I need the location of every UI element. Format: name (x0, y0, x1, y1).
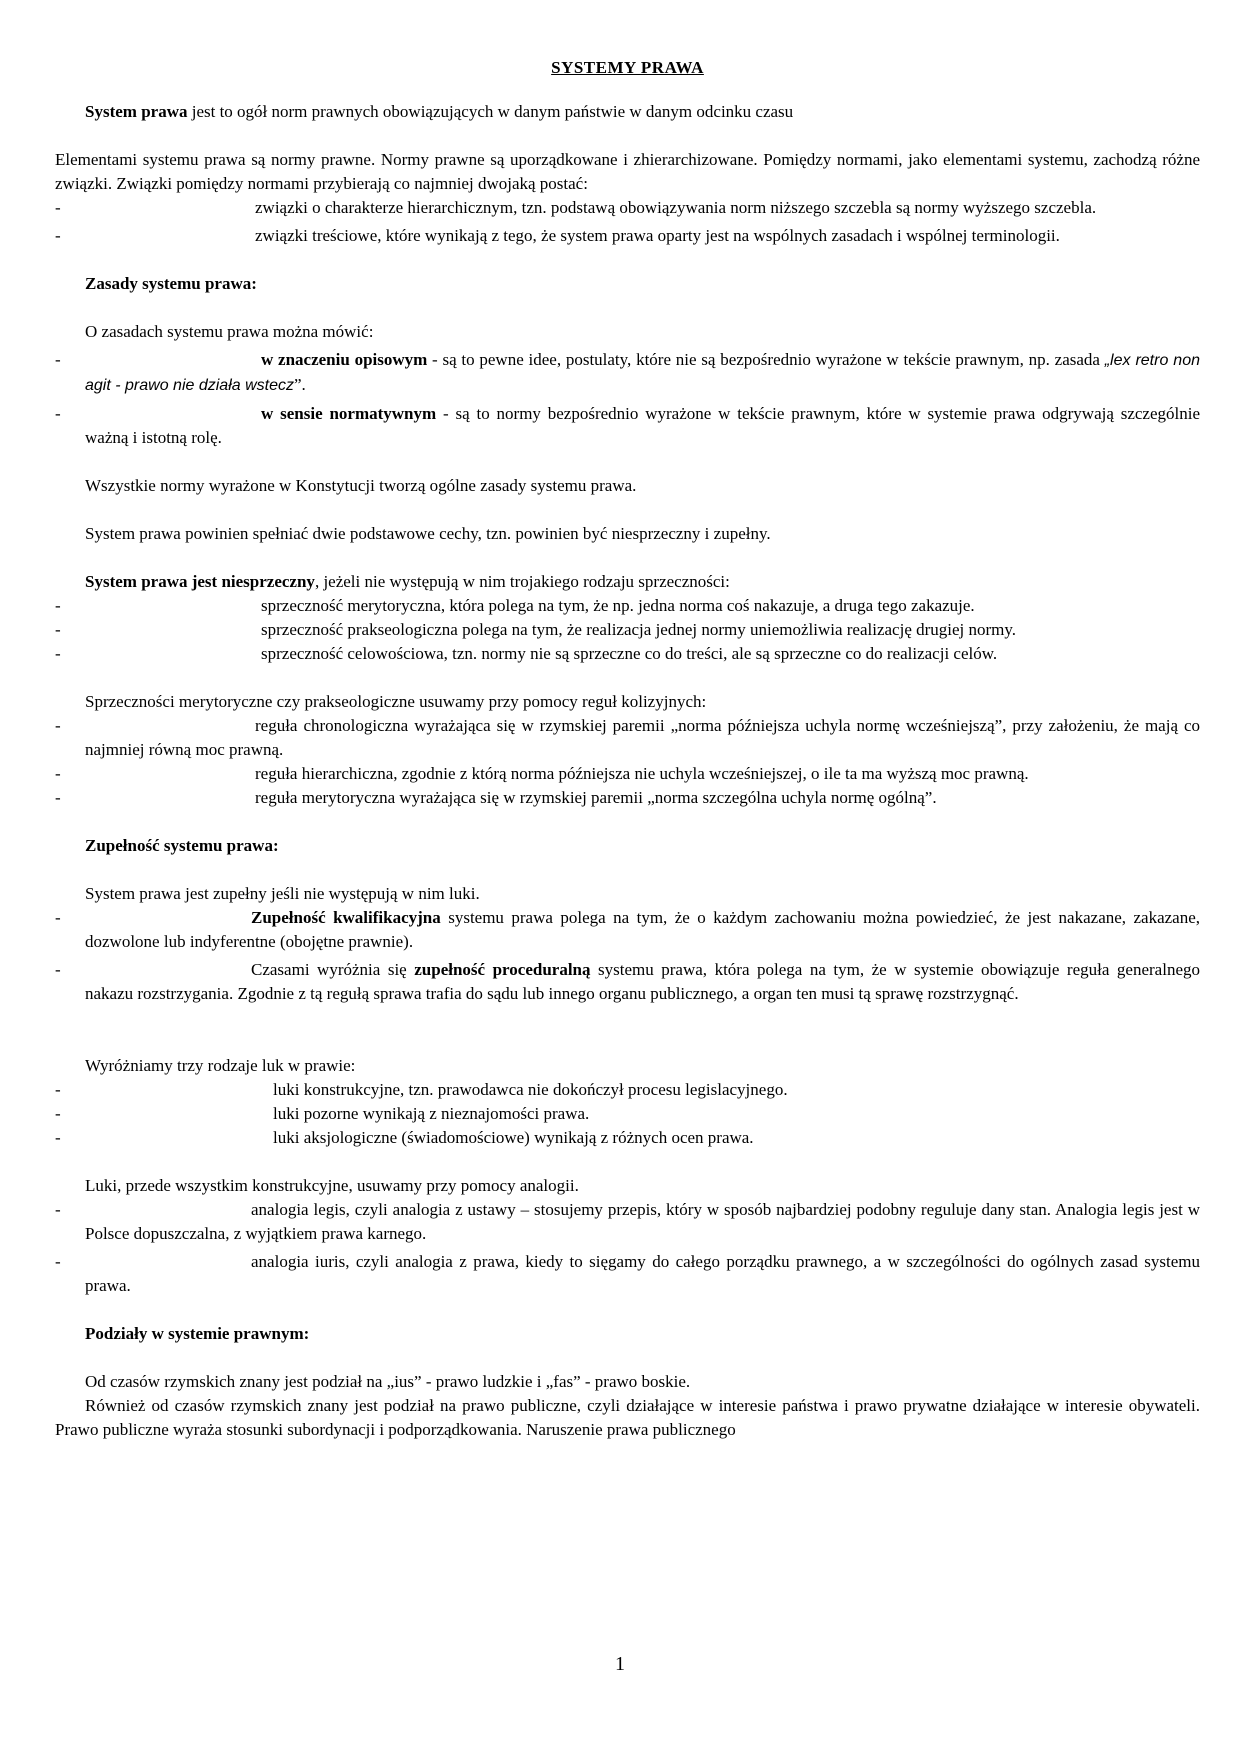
list-item: - sprzeczność celowościowa, tzn. normy nie są sprzeczne co do treści, ale są sprzeczne co do realizacji celów. (55, 644, 998, 663)
list-item: - sprzeczność merytoryczna, która polega na tym, że np. jedna norma coś nakazuje, a druga tego zakazuje. (55, 596, 975, 615)
list-item: - luki aksjologiczne (świadomościowe) wynikają z różnych ocen prawa. (55, 1128, 754, 1147)
list-item: - w znaczeniu opisowym - są to pewne idee, postulaty, które nie są bezpośrednio wyrażone w tekście prawnym, np. zasada „lex retro non agit - prawo nie działa wstecz”. (55, 350, 1200, 394)
page-content (55, 56, 1200, 1442)
page-title: SYSTEMY PRAWA (551, 58, 704, 77)
paragraph: System prawa powinien spełniać dwie podstawowe cechy, tzn. powinien być niesprzeczny i zupełny. (85, 524, 771, 543)
paragraph: Sprzeczności merytoryczne czy prakseologiczne usuwamy przy pomocy reguł kolizyjnych: (85, 692, 707, 711)
list-item: - analogia legis, czyli analogia z ustawy – stosujemy przepis, który w sposób najbardziej podobny reguluje dany stan. Analogia legis jest w Polsce dopuszczalna, z wyjątkiem prawa karnego. (55, 1200, 1200, 1243)
list-item: - reguła merytoryczna wyrażająca się w rzymskiej paremii „norma szczególna uchyla normę ogólną”. (55, 788, 937, 807)
section-heading: Podziały w systemie prawnym: (85, 1324, 310, 1343)
list-item: - Zupełność kwalifikacyjna systemu prawa polega na tym, że o każdym zachowaniu można powiedzieć, że jest nakazane, zakazane, dozwolone lub indyferentne (obojętne prawnie). (55, 908, 1201, 951)
list-item: - analogia iuris, czyli analogia z prawa, kiedy to sięgamy do całego porządku prawnego, a w szczególności do ogólnych zasad systemu prawa. (55, 1252, 1200, 1295)
section-heading: Zupełność systemu prawa: (85, 836, 279, 855)
list-item: - związki treściowe, które wynikają z tego, że system prawa oparty jest na wspólnych zasadach i wspólnej terminologii. (55, 226, 1060, 245)
section-heading: Zasady systemu prawa: (85, 274, 257, 293)
paragraph: System prawa jest zupełny jeśli nie występują w nim luki. (85, 884, 480, 903)
list-item: - luki pozorne wynikają z nieznajomości prawa. (55, 1104, 590, 1123)
definition-paragraph: System prawa jest to ogół norm prawnych obowiązujących w danym państwie w danym odcinku czasu (85, 102, 794, 121)
paragraph: Luki, przede wszystkim konstrukcyjne, usuwamy przy pomocy analogii. (85, 1176, 579, 1195)
list-item: - w sensie normatywnym - są to normy bezpośrednio wyrażone w tekście prawnym, które w systemie prawa odgrywają szczególnie ważną i istotną rolę. (55, 404, 1201, 447)
paragraph: Od czasów rzymskich znany jest podział na „ius” - prawo ludzkie i „fas” - prawo boskie. (85, 1372, 691, 1391)
paragraph: System prawa jest niesprzeczny, jeżeli nie występują w nim trojakiego rodzaju sprzeczności: (85, 572, 730, 591)
paragraph: Wyróżniamy trzy rodzaje luk w prawie: (85, 1056, 356, 1075)
list-item: - sprzeczność prakseologiczna polega na tym, że realizacja jednej normy uniemożliwia realizację drugiej normy. (55, 620, 1017, 639)
list-item: - luki konstrukcyjne, tzn. prawodawca nie dokończył procesu legislacyjnego. (55, 1080, 788, 1099)
list-item: - Czasami wyróżnia się zupełność proceduralną systemu prawa, która polega na tym, że w systemie obowiązuje reguła generalnego nakazu rozstrzygania. Zgodnie z tą regułą sprawa trafia do sądu lub innego organu publicznego, a organ ten musi tą sprawę rozstrzygnąć. (55, 960, 1200, 1003)
paragraph: O zasadach systemu prawa można mówić: (85, 322, 374, 341)
intro-paragraph: Elementami systemu prawa są normy prawne. Normy prawne są uporządkowane i zhierarchizowane. Pomiędzy normami, jako elementami systemu, zachodzą różne związki. Związki pomiędzy normami przybierają co najmniej dwojaką postać: (55, 150, 1200, 193)
list-item: - reguła hierarchiczna, zgodnie z którą norma późniejsza nie uchyla wcześniejszej, o ile ta ma wyższą moc prawną. (55, 764, 1029, 783)
paragraph: Również od czasów rzymskich znany jest podział na prawo publiczne, czyli działające w interesie państwa i prawo prywatne działające w interesie obywateli. Prawo publiczne wyraża stosunki subordynacji i podporządkowania. Naruszenie prawa publicznego (55, 1396, 1200, 1439)
list-item: - reguła chronologiczna wyrażająca się w rzymskiej paremii „norma późniejsza uchyla normę wcześniejszą”, przy założeniu, że mają co najmniej równą moc prawną. (55, 716, 1200, 759)
paragraph: Wszystkie normy wyrażone w Konstytucji tworzą ogólne zasady systemu prawa. (85, 476, 637, 495)
list-item: - związki o charakterze hierarchicznym, tzn. podstawą obowiązywania norm niższego szczebla są normy wyższego szczebla. (55, 198, 1097, 217)
page-number: 1 (615, 1653, 625, 1675)
term: System prawa (85, 102, 188, 121)
